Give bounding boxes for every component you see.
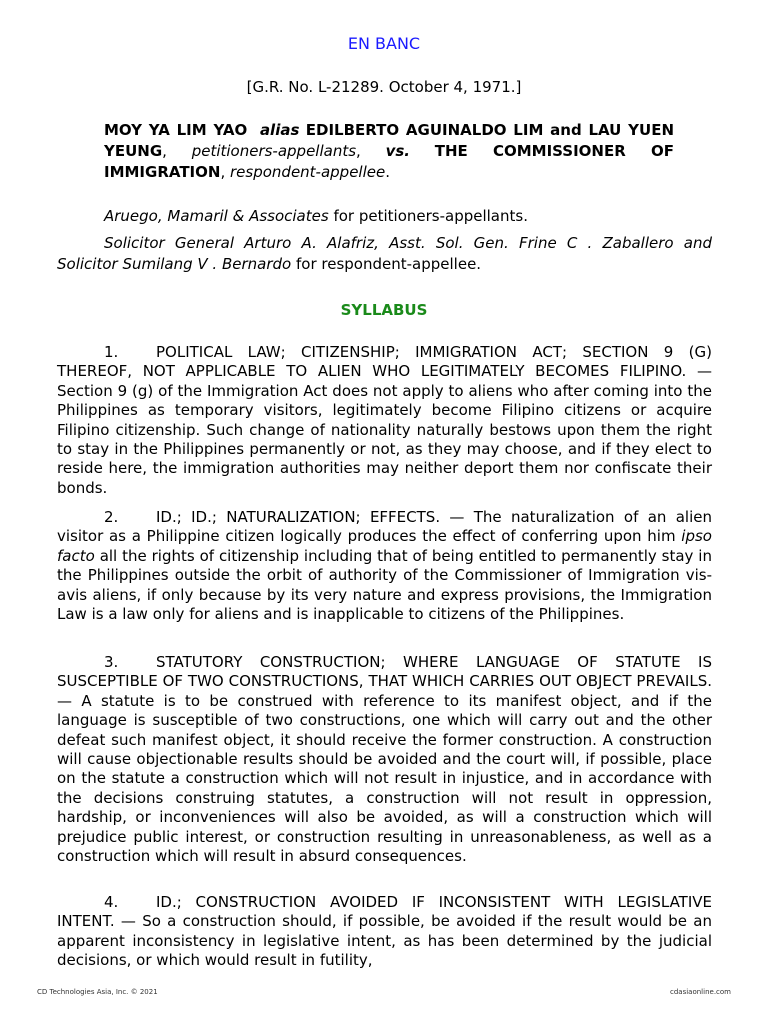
petitioners-counsel: Aruego, Mamaril & Associates [104, 207, 329, 225]
respondent-counsel-line [57, 233, 712, 275]
respondent-for: for respondent-appellee. [296, 255, 482, 273]
syllabus-heading: SYLLABUS [340, 301, 428, 319]
footer-copyright: CD Technologies Asia, Inc. © 2021 [37, 988, 158, 996]
petitioners-counsel-line [57, 206, 712, 227]
alias-name: EDILBERTO AGUINALDO LIM and LAU YUEN YEUNG [104, 121, 674, 160]
syllabus-item-1 [57, 343, 712, 498]
syllabus-item-4 [57, 893, 712, 971]
versus: vs. [385, 142, 410, 160]
item-number: 2. [104, 508, 119, 526]
syllabus-item-3 [57, 653, 712, 866]
petitioners-name: MOY YA LIM YAO [104, 121, 248, 139]
petitioners-for: for petitioners-appellants. [333, 207, 528, 225]
alias-word: alias [259, 121, 300, 139]
respondent-name: THE COMMISSIONER OF IMMIGRATION [104, 142, 674, 181]
item-italic: ipso facto [57, 527, 712, 565]
syllabus-item-2 [57, 508, 712, 624]
case-number: [G.R. No. L-21289. October 4, 1971.] [246, 78, 522, 96]
item-text: STATUTORY CONSTRUCTION; WHERE LANGUAGE OF STATUTE IS SUSCEPTIBLE OF TWO CONSTRUCTIONS, THAT WHICH CARRIES OUT OBJECT PREVAILS. — A statute is to be construed with reference to its manifest object, and if the language is susceptible of two constructions, one which will carry out and the other defeat such manifest object, it should receive the former construction. A construction will cause objectionable results should be avoided and the court will, if possible, place on the statute a construction which will not result in injustice, and in accordance with the decisions construing statutes, a construction will not result in oppression, hardship, or inconveniences will also be avoided, as will a construction which will prejudice public interest, or construction resulting in unreasonableness, as well as a construction which will result in absurd consequences. [57, 653, 712, 866]
item-number: 4. [104, 893, 119, 911]
item-text-continued: all the rights of citizenship including that of being entitled to permanently stay in the Philippines outside the orbit of authority of the Commissioner of Immigration vis-avis aliens, if only because by its very nature and express provisions, the Immigration Law is a law only for aliens and is inapplicable to citizens of the Philippines. [57, 546, 712, 624]
respondent-role: respondent-appellee [230, 163, 386, 181]
footer-website: cdasiaonline.com [670, 988, 731, 996]
item-text: ID.; ID.; NATURALIZATION; EFFECTS. — The naturalization of an alien visitor as a Philippine citizen logically produces the effect of conferring upon him [57, 508, 712, 546]
item-number: 3. [104, 653, 119, 671]
item-text: POLITICAL LAW; CITIZENSHIP; IMMIGRATION ACT; SECTION 9 (G) THEREOF, NOT APPLICABLE TO ALIEN WHO LEGITIMATELY BECOMES FILIPINO. — Section 9 (g) of the Immigration Act does not apply to aliens who after coming into the Philippines as temporary visitors, legitimately become Filipino citizens or acquire Filipino citizenship. Such change of nationality naturally bestows upon them the right to stay in the Philippines permanently or not, as they may choose, and if they elect to reside here, the immigration authorities may neither deport them nor confiscate their bonds. [57, 343, 712, 497]
court-division: EN BANC [347, 34, 421, 53]
petitioners-role: petitioners-appellants [191, 142, 357, 160]
respondent-counsel: Solicitor General Arturo A. Alafriz, Asst. Sol. Gen. Frine C . Zaballero and Solicitor Sumilang V . Bernardo [57, 234, 712, 273]
item-text: ID.; CONSTRUCTION AVOIDED IF INCONSISTENT WITH LEGISLATIVE INTENT. — So a construction should, if possible, be avoided if the result would be an apparent inconsistency in legislative intent, as has been determined by the judicial decisions, or which would result in futility, [57, 893, 712, 970]
item-number: 1. [104, 343, 119, 361]
case-caption: MOY YA LIM YAO alias EDILBERTO AGUINALDO LIM and LAU YUEN YEUNG, petitioners-appellants, vs. THE COMMISSIONER OF IMMIGRATION, respondent-appellee. [104, 121, 674, 181]
